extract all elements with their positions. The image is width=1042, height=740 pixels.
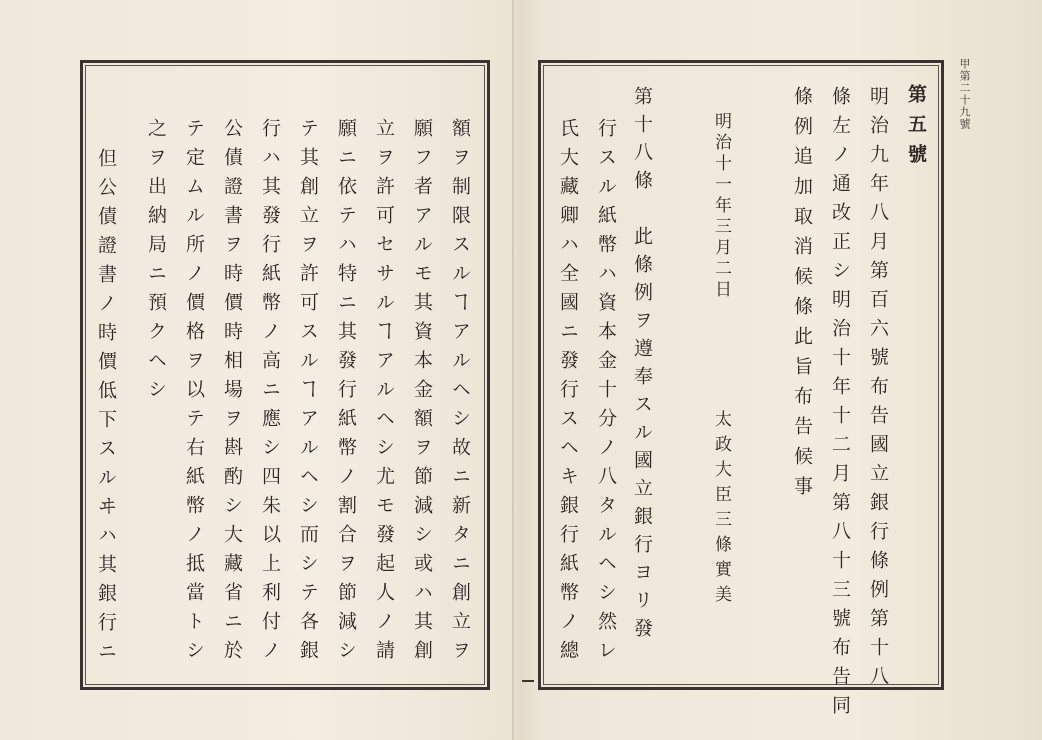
body-line-9: 之ヲ出納局ニ預クヘシ [145,118,167,408]
body-line-10: 但公債證書ノ時價低下スルヰハ其銀行ニ [95,148,117,670]
body-line-8: テ定ムル所ノ價格ヲ以テ右紙幣ノ抵當トシ [183,118,205,669]
body-line-1: 額ヲ制限スルヿアルヘシ故ニ新タニ創立ヲ [449,118,471,669]
notice-date: 明治十一年三月二日 [711,112,731,301]
notice-line-1: 明治九年八月第百六號布告國立銀行條例第十八 [867,86,889,695]
body-line-6: 行ハ其發行紙幣ノ高ニ應シ四朱以上利付ノ [259,118,281,669]
body-line-7: 公債證書ヲ時價時相場ヲ斟酌シ大藏省ニ於 [221,118,243,669]
page-number: 甲第二十九號 [958,58,971,130]
notice-line-3: 條例追加取消候條此旨布告候事 [791,86,813,506]
notice-line-2: 條左ノ通改正シ明治十年十二月第八十三號布告同 [829,86,851,724]
article-line-1: 第十八條 此條例ヲ遵奉スル國立銀行ヨリ發 [631,86,653,646]
body-line-2: 願フ者アルモ其資本金額ヲ節減シ或ハ其創 [411,118,433,669]
signatory: 太政大臣三條實美 [711,410,731,610]
body-line-5: テ其創立ヲ許可スルヿアルヘシ而シテ各銀 [297,118,319,669]
margin-tick [522,680,534,682]
body-line-4: 願ニ依テハ特ニ其發行紙幣ノ割合ヲ節減シ [335,118,357,669]
article-line-3: 氏大藏卿ハ全國ニ發行スヘキ銀行紙幣ノ總 [557,118,579,669]
page-fold [512,0,514,740]
body-line-3: 立ヲ許可セサルヿアルヘシ尤モ發起人ノ請 [373,118,395,669]
notice-heading: 第五號 [905,84,927,174]
article-line-2: 行スル紙幣ハ資本金十分ノ八タルヘシ然レ [595,118,617,669]
